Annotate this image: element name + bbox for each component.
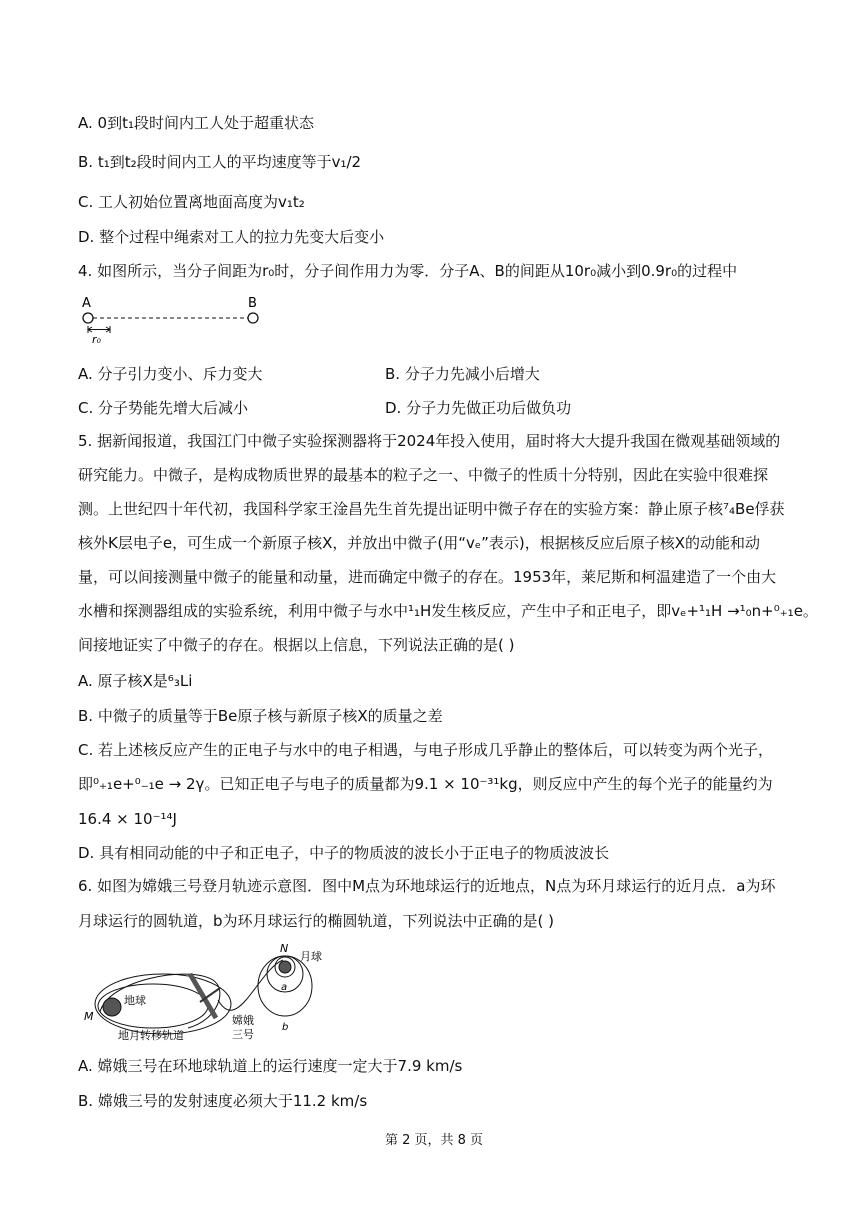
q3-option-d: D. 整个过程中绳索对工人的拉力先变大后变小 [78,228,385,246]
q4-stem: 4. 如图所示，当分子间距为r₀时，分子间作用力为零．分子A、B的间距从10r₀减小到0.9r₀的过程中 [78,262,738,280]
moon-label: 月球 [300,950,322,963]
spacecraft-panel-icon [190,974,216,1018]
earth-label: 地球 [124,994,146,1007]
lunar-trajectory-figure [78,940,348,1045]
page-footer: 第 2 页，共 8 页 [384,1133,484,1148]
q5-option-c-line-1: C. 若上述核反应产生的正电子与水中的电子相遇，与电子形成几乎静止的整体后，可以转变为两个光子， [78,741,774,759]
moon-icon [279,961,291,973]
craft-label-line-2: 三号 [232,1028,254,1041]
molecule-a-label: A [82,296,91,311]
transfer-orbit-label: 地月转移轨道 [118,1029,184,1042]
q3-option-b: B. t₁到t₂段时间内工人的平均速度等于v₁/2 [78,153,362,171]
q5-option-b: B. 中微子的质量等于Be原子核与新原子核X的质量之差 [78,707,443,725]
q5-stem-line-7: 间接地证实了中微子的存在。根据以上信息，下列说法正确的是( ) [78,636,515,654]
point-n-label: N [280,942,289,955]
q4-option-a: A. 分子引力变小、斥力变大 [78,365,263,383]
q5-option-c-line-3: 16.4 × 10⁻¹⁴J [78,810,177,828]
q4-option-c: C. 分子势能先增大后减小 [78,399,249,417]
q6-option-b: B. 嫦娥三号的发射速度必须大于11.2 km/s [78,1092,368,1110]
q6-stem-line-1: 6. 如图为嫦娥三号登月轨迹示意图．图中M点为环地球运行的近地点，N点为环月球运行的近月点．a为环 [78,877,776,895]
molecule-distance-figure [78,293,268,345]
q3-option-c: C. 工人初始位置离地面高度为v₁t₂ [78,193,305,211]
q4-option-d: D. 分子力先做正功后做负功 [385,399,572,417]
q5-stem-line-2: 研究能力。中微子，是构成物质世界的最基本的粒子之一、中微子的性质十分特别，因此在实验中很难探 [78,466,769,484]
q5-stem-line-3: 测。上世纪四十年代初，我国科学家王淦昌先生首先提出证明中微子存在的实验方案：静止原子核⁷₄Be俘获 [78,500,785,518]
q6-option-a: A. 嫦娥三号在环地球轨道上的运行速度一定大于7.9 km/s [78,1057,463,1075]
q5-stem-line-1: 5. 据新闻报道，我国江门中微子实验探测器将于2024年投入使用，届时将大大提升我国在微观基础领域的 [78,432,781,450]
molecule-b-label: B [248,296,257,311]
q6-stem-line-2: 月球运行的圆轨道，b为环月球运行的椭圆轨道，下列说法中正确的是( ) [78,912,554,930]
orbit-a-label: a [281,982,288,993]
q5-stem-line-4: 核外K层电子e，可生成一个新原子核X，并放出中微子(用“vₑ”表示)，根据核反应后原子核X的动能和动 [78,534,760,552]
q5-option-a: A. 原子核X是⁶₃Li [78,672,193,690]
q5-option-c-line-2: 即⁰₊₁e+⁰₋₁e → 2γ。已知正电子与电子的质量都为9.1 × 10⁻³¹kg，则反应中产生的每个光子的能量约为 [78,775,773,793]
earth-icon [103,998,121,1016]
q3-option-a: A. 0到t₁段时间内工人处于超重状态 [78,114,314,132]
molecule-a-icon [83,313,93,323]
q5-stem-line-5: 量，可以间接测量中微子的能量和动量，进而确定中微子的存在。1953年，莱尼斯和柯温建造了一个由大 [78,568,777,586]
q5-stem-line-6: 水槽和探测器组成的实验系统，利用中微子与水中¹₁H发生核反应，产生中子和正电子，即vₑ+¹₁H →¹₀n+⁰₊₁e。 [78,602,818,620]
q5-option-d: D. 具有相同动能的中子和正电子，中子的物质波的波长小于正电子的物质波波长 [78,844,610,862]
transfer-trajectory [218,960,283,1010]
point-m-label: M [84,1010,94,1023]
q4-option-b: B. 分子力先减小后增大 [385,365,540,383]
r0-label: r₀ [92,333,101,345]
craft-label-line-1: 嫦娥 [232,1014,254,1027]
orbit-b-label: b [282,1022,289,1033]
molecule-b-icon [248,313,258,323]
